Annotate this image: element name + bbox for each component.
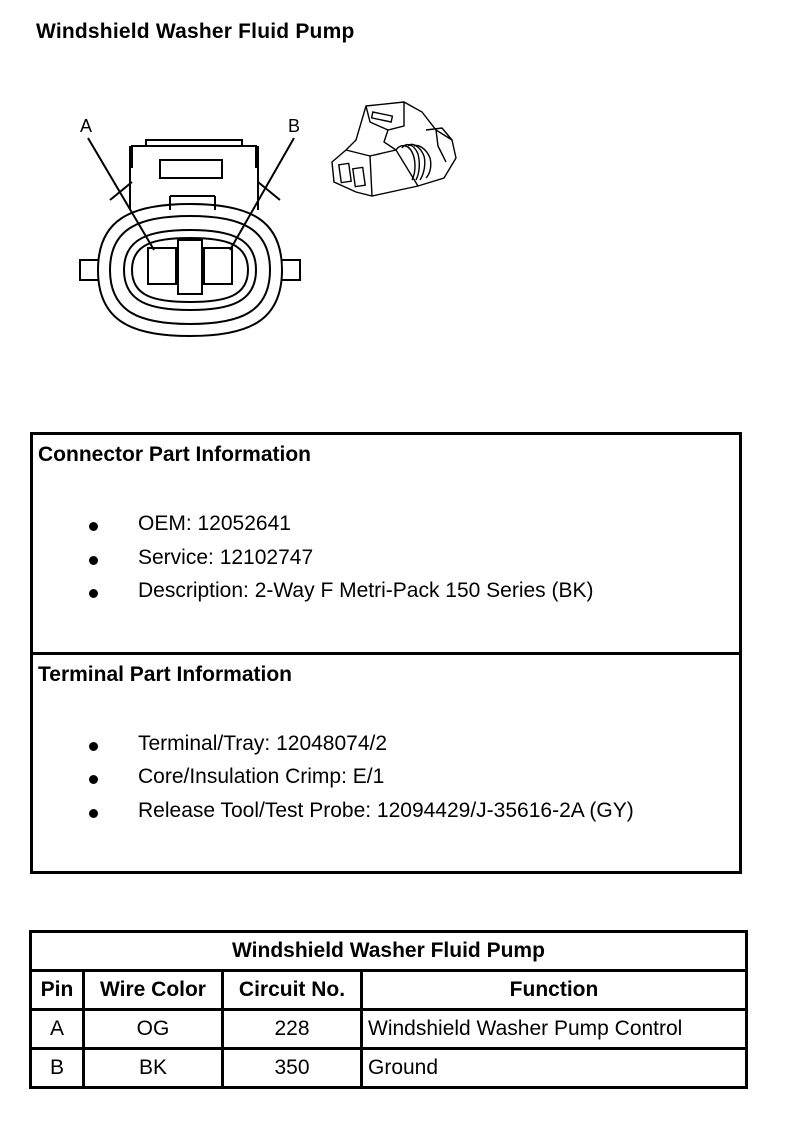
table-row <box>31 1010 747 1049</box>
bullet-icon <box>89 809 98 818</box>
connector-info-title: Connector Part Information <box>38 443 312 466</box>
list-item: OEM: 12052641 <box>33 512 753 542</box>
table-title: Windshield Washer Fluid Pump <box>31 932 747 971</box>
pin-label-b: B <box>288 116 301 136</box>
cell-circuit-no: 350 <box>223 1049 362 1088</box>
header-pin: Pin <box>31 971 84 1010</box>
cell-wire-color: BK <box>84 1049 223 1088</box>
header-circuit-no: Circuit No. <box>223 971 362 1010</box>
terminal-info-title: Terminal Part Information <box>38 663 292 686</box>
list-item: Terminal/Tray: 12048074/2 <box>33 732 753 762</box>
connector-3d-drawing-icon <box>326 100 461 200</box>
cell-pin: A <box>31 1010 84 1049</box>
connector-face-drawing-icon <box>70 100 310 340</box>
header-wire-color: Wire Color <box>84 971 223 1010</box>
list-item: Service: 12102747 <box>33 546 753 576</box>
list-item: Core/Insulation Crimp: E/1 <box>33 765 753 795</box>
table-title-row <box>31 932 747 971</box>
list-item: Release Tool/Test Probe: 12094429/J-35616-2A (GY) <box>33 799 753 829</box>
bullet-icon <box>89 556 98 565</box>
pin-table <box>29 930 748 1089</box>
cell-wire-color: OG <box>84 1010 223 1049</box>
bullet-icon <box>89 742 98 751</box>
pin-label-a: A <box>80 116 93 136</box>
table-header-row <box>31 971 747 1010</box>
terminal-part-information <box>33 655 739 871</box>
cell-circuit-no: 228 <box>223 1010 362 1049</box>
bullet-icon <box>89 522 98 531</box>
list-item: Description: 2-Way F Metri-Pack 150 Series (BK) <box>33 579 753 609</box>
bullet-icon <box>89 775 98 784</box>
part-information-box <box>30 432 742 874</box>
cell-function: Ground <box>362 1049 747 1088</box>
bullet-icon <box>89 589 98 598</box>
connector-part-information <box>33 435 739 655</box>
header-function: Function <box>362 971 747 1010</box>
cell-function: Windshield Washer Pump Control <box>362 1010 747 1049</box>
page-title: Windshield Washer Fluid Pump <box>36 20 355 43</box>
cell-pin: B <box>31 1049 84 1088</box>
table-row <box>31 1049 747 1088</box>
